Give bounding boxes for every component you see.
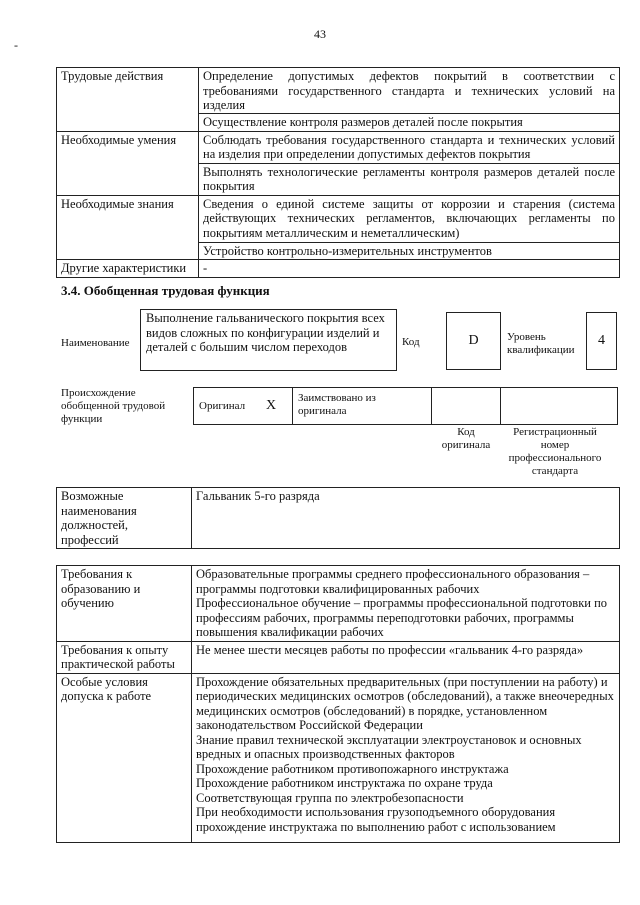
labor-table bbox=[56, 67, 620, 278]
borrowed-label: Заимствовано из оригинала bbox=[298, 392, 376, 417]
code-box bbox=[446, 312, 501, 370]
table-row bbox=[57, 673, 620, 842]
table-row bbox=[57, 566, 620, 642]
level-label: Уровень квалификации bbox=[507, 331, 575, 356]
list-item: Соблюдать требования государственного стандарта и технических условий на изделия при определении допустимых дефектов покрытия bbox=[203, 132, 615, 161]
origin-cell-code bbox=[431, 387, 501, 425]
positions-value: Гальваник 5-го разряда bbox=[192, 488, 620, 549]
section-title: 3.4. Обобщенная трудовая функция bbox=[61, 283, 270, 298]
name-label: Наименование bbox=[61, 337, 130, 349]
reg-caption: Регистрационный номер профессионального стандарта bbox=[508, 426, 602, 477]
list-item: Выполнять технологические регламенты контроля размеров деталей после покрытия bbox=[199, 163, 619, 195]
original-label: Оригинал bbox=[199, 400, 246, 412]
list-item: Прохождение обязательных предварительных (при поступлении на работу) и периодических медицинских осмотров (обследований), а также внеочередных медицинских осмотров (обследований) в порядке, установленном законодательством Российской Федерации bbox=[196, 674, 614, 732]
code-value: D bbox=[468, 333, 479, 348]
row-label: Необходимые знания bbox=[57, 195, 199, 260]
list-item: Не менее шести месяцев работы по профессии «гальваник 4-го разряда» bbox=[192, 641, 620, 673]
table-row bbox=[57, 131, 620, 195]
row-label: Требования к образованию и обучению bbox=[57, 566, 192, 642]
list-item: При необходимости использования грузоподъемного оборудования прохождение инструктажа по выполнению работ с использованием bbox=[196, 805, 556, 834]
margin-mark: - bbox=[14, 38, 18, 52]
row-label: Трудовые действия bbox=[57, 68, 199, 132]
origin-label: Происхождение обобщенной трудовой функции bbox=[61, 387, 166, 425]
list-item: Сведения о единой системе защиты от коррозии и старения (система действующих технических регламентов, включающих регламенты по покрытиям металлическим и неметаллическим) bbox=[203, 196, 615, 240]
origin-cell-borrowed bbox=[292, 387, 432, 425]
list-item: Соответствующая группа по электробезопасности bbox=[196, 790, 464, 805]
row-label: Возможные наименования должностей, профессий bbox=[57, 488, 192, 549]
row-label: Особые условия допуска к работе bbox=[57, 673, 192, 842]
table-row bbox=[57, 641, 620, 673]
origin-cell-original bbox=[193, 387, 293, 425]
list-item: Устройство контрольно-измерительных инструментов bbox=[199, 242, 619, 260]
original-mark: X bbox=[266, 398, 277, 413]
list-item: Осуществление контроля размеров деталей после покрытия bbox=[199, 113, 619, 131]
level-value: 4 bbox=[598, 333, 605, 348]
function-name: Выполнение гальванического покрытия всех видов сложных по конфигурации изделий и деталей с большим числом переходов bbox=[146, 311, 385, 354]
list-item: Знание правил технической эксплуатации электроустановок и основных вредных и опасных производственных факторов bbox=[196, 732, 582, 761]
level-box bbox=[586, 312, 617, 370]
list-item: Прохождение работником инструктажа по охране труда bbox=[196, 776, 493, 790]
function-name-box bbox=[140, 309, 397, 371]
table-row bbox=[57, 260, 620, 278]
positions-table bbox=[56, 487, 620, 549]
list-item: Образовательные программы среднего профессионального образования – программы подготовки квалифицированных рабочих bbox=[196, 567, 590, 596]
origin-cell-reg bbox=[500, 387, 618, 425]
row-label: Другие характеристики bbox=[57, 260, 199, 278]
row-label: Требования к опыту практической работы bbox=[57, 641, 192, 673]
table-row bbox=[57, 195, 620, 260]
code-label: Код bbox=[402, 336, 420, 348]
table-row bbox=[57, 488, 620, 549]
list-item: Прохождение работником противопожарного инструктажа bbox=[196, 761, 509, 776]
list-item: Определение допустимых дефектов покрытий в соответствии с требованиями государственного стандарта и технических условий на изделия bbox=[203, 69, 615, 112]
table-row bbox=[57, 68, 620, 132]
list-item: - bbox=[199, 260, 620, 278]
page-number: 43 bbox=[314, 27, 326, 41]
row-label: Необходимые умения bbox=[57, 131, 199, 195]
requirements-table bbox=[56, 565, 620, 843]
list-item: Профессиональное обучение – программы профессиональной подготовки по профессиям рабочих, программы переподготовки рабочих, программы повышения квалификации рабочих bbox=[196, 596, 608, 639]
code-caption: Код оригинала bbox=[441, 426, 491, 451]
